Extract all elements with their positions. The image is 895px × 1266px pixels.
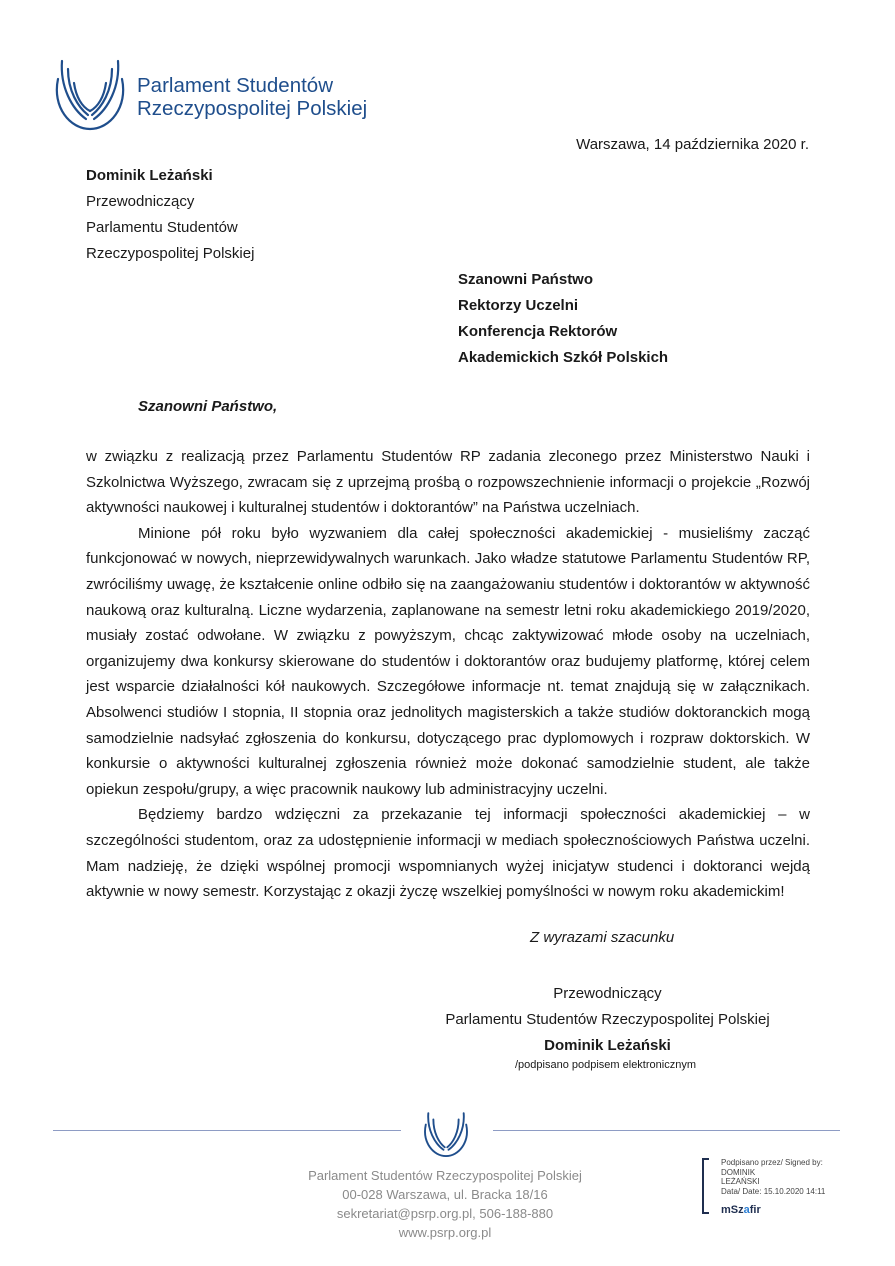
footer-email-phone: sekretariat@psrp.org.pl, 506-188-880 (336, 1206, 554, 1221)
esignature-bracket-icon (699, 1158, 711, 1214)
footer-divider-left (53, 1130, 401, 1131)
mszafir-prefix: mSz (721, 1204, 744, 1216)
salutation: Szanowni Państwo, (138, 398, 278, 415)
footer-org: Parlament Studentów Rzeczypospolitej Polskiej (308, 1168, 582, 1183)
body-paragraph-3: Będziemy bardzo wdzięczni za przekazanie tej informacji społeczności akademickiej – w szczególności studentom, oraz za udostępnienie informacji w mediach społecznościowych Państwa uczelni. Mam nadzieję, że dzięki wspólnej promocji wspomnianych wyżej inicjatyw studenci i doktoranci wejdą aktywnie w nowy semestr. Korzystając z okazji życzę wszelkiej pomyślności w nowym roku akademickim! (86, 806, 810, 901)
mszafir-suffix: fir (749, 1204, 761, 1216)
recipient-line-3: Konferencja Rektorów (458, 323, 618, 340)
sender-line-2: Parlamentu Studentów (86, 219, 238, 236)
sender-block (86, 163, 254, 267)
esignature-label: Podpisano przez/ Signed by: (721, 1158, 823, 1167)
sender-line-3: Rzeczypospolitej Polskiej (86, 245, 255, 262)
signature-org: Parlamentu Studentów Rzeczypospolitej Polskiej (445, 1011, 770, 1028)
letter-date: Warszawa, 14 października 2020 r. (576, 136, 809, 153)
esignature-first-name: DOMINIK (721, 1167, 756, 1177)
brand-line-2: Rzeczypospolitej Polskiej (137, 97, 368, 120)
letter-body (86, 444, 810, 905)
mszafir-accent: a (743, 1204, 750, 1216)
esignature-stamp (721, 1158, 825, 1196)
recipient-line-2: Rektorzy Uczelni (458, 297, 579, 314)
brand-name (137, 74, 367, 120)
footer-website: www.psrp.org.pl (398, 1225, 492, 1240)
signature-name: Dominik Leżański (544, 1037, 671, 1054)
closing: Z wyrazami szacunku (530, 929, 675, 946)
recipient-line-1: Szanowni Państwo (458, 271, 594, 288)
recipient-line-4: Akademickich Szkół Polskich (458, 349, 669, 366)
body-paragraph-2: Minione pół roku było wyzwaniem dla całej społeczności akademickiej - musieliśmy zacząć funkcjonować w nowych, nieprzewidywalnych warunkach. Jako władze statutowe Parlamentu Studentów RP, zwróciliśmy uwagę, że kształcenie online odbiło się na zaangażowaniu studentów i doktorantów w aktywność naukową oraz kulturalną. Liczne wydarzenia, zaplanowane na semestr letni roku akademickiego 2019/2020, musiały zostać odwołane. W związku z powyższym, chcąc zaktywizować młode osoby na uczelniach, organizujemy dwa konkursy skierowane do studentów i doktorantów oraz budujemy platformę, której celem jest wsparcie działalności kół naukowych. Szczegółowe informacje nt. temat znajdują się w załącznikach. Absolwenci studiów I stopnia, II stopnia oraz jednolitych magisterskich a także studiów doktoranckich mogą samodzielnie nadsyłać zgłoszenia do konkursu, dotyczącego prac dyplomowych i rozpraw doktorskich. W konkursie o aktywności kulturalnej zgłoszenia również może dokonać samodzielnie student, ale także opiekun zespołu/grupy, a więc pracownik naukowy lub administracyjny uczelni. (86, 524, 810, 798)
footer-address: 00-028 Warszawa, ul. Bracka 18/16 (342, 1187, 548, 1202)
esignature-date: Data/ Date: 15.10.2020 14:11 (721, 1186, 826, 1196)
esignature-last-name: LEŻAŃSKI (721, 1177, 760, 1186)
signature-note: /podpisano podpisem elektronicznym (515, 1059, 696, 1071)
psrp-logo-icon (52, 57, 128, 131)
recipient-block (458, 267, 668, 371)
mszafir-logo (721, 1204, 761, 1216)
footer-logo-icon (422, 1110, 470, 1158)
footer-contact (280, 1166, 610, 1242)
signature-title: Przewodniczący (553, 985, 662, 1002)
brand-line-1: Parlament Studentów (137, 74, 334, 97)
body-paragraph-1: w związku z realizacją przez Parlamentu Studentów RP zadania zleconego przez Ministerstwo Nauki i Szkolnictwa Wyższego, zwracam się z uprzejmą prośbą o rozpowszechnienie informacji o projekcie „Rozwój aktywności naukowej i kulturalnej studentów i doktorantów” na Państwa uczelniach. (86, 448, 810, 517)
signature-block (420, 981, 795, 1059)
sender-name: Dominik Leżański (86, 167, 213, 184)
footer-divider-right (493, 1130, 840, 1131)
sender-line-1: Przewodniczący (86, 193, 195, 210)
